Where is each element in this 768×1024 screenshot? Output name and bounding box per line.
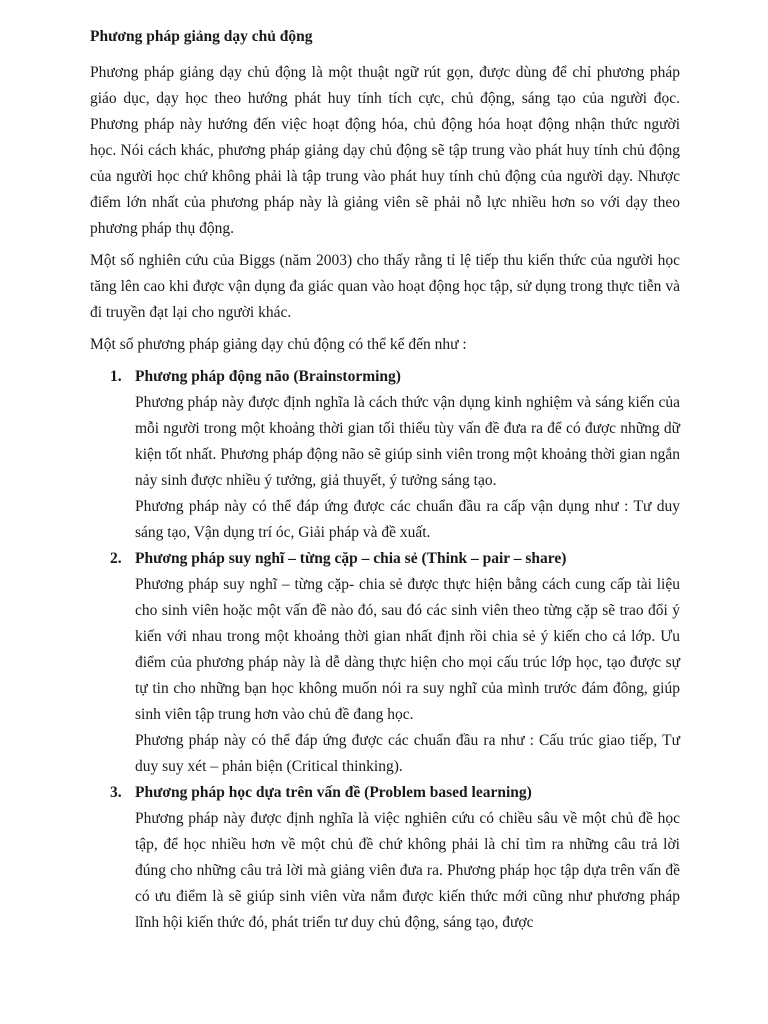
document-title: Phương pháp giảng dạy chủ động (90, 28, 313, 45)
list-item (90, 364, 680, 546)
list-intro-paragraph: Một số phương pháp giảng dạy chủ động có thể kể đến như : (90, 336, 467, 353)
method-outcomes: Phương pháp này có thể đáp ứng được các chuẩn đầu ra như : Cấu trúc giao tiếp, Tư duy suy xét – phản biện (Critical thinking). (135, 732, 680, 775)
methods-list (90, 364, 680, 936)
method-description: Phương pháp này được định nghĩa là việc nghiên cứu có chiều sâu về một chủ đề học tập, để học nhiều hơn về một chủ đề chứ không phải là chỉ tìm ra những câu trả lời đúng cho những câu trả lời mà giảng viên đưa ra. Phương pháp học tập dựa trên vấn đề có ưu điểm là sẽ giúp sinh viên vừa nắm được kiến thức mới cũng như phương pháp lĩnh hội kiến thức đó, phát triển tư duy chủ động, sáng tạo, được (135, 810, 680, 931)
method-title-brainstorming: Phương pháp động não (Brainstorming) (135, 368, 401, 385)
list-item-number: 3. (110, 784, 122, 801)
method-title-problem-based-learning: Phương pháp học dựa trên vấn đề (Problem based learning) (135, 784, 532, 801)
list-item-number: 1. (110, 368, 122, 385)
intro-paragraph: Phương pháp giảng dạy chủ động là một thuật ngữ rút gọn, được dùng để chỉ phương pháp giáo dục, dạy học theo hướng phát huy tính tích cực, chủ động, sáng tạo của người đọc. Phương pháp này hướng đến việc hoạt động hóa, chủ động hóa hoạt động nhận thức người học. Nói cách khác, phương pháp giảng dạy chủ động sẽ tập trung vào phát huy tính chủ động của người học chứ không phải là tập trung vào phát huy tính chủ động của người dạy. Nhược điểm lớn nhất của phương pháp này là giảng viên sẽ phải nỗ lực nhiều hơn so với dạy theo phương pháp thụ động. (90, 64, 680, 237)
biggs-paragraph: Một số nghiên cứu của Biggs (năm 2003) cho thấy rằng tỉ lệ tiếp thu kiến thức của người học tăng lên cao khi được vận dụng đa giác quan vào hoạt động học tập, sử dụng trong thực tiễn và đi truyền đạt lại cho người khác. (90, 252, 680, 321)
list-item-number: 2. (110, 550, 122, 567)
method-description: Phương pháp suy nghĩ – từng cặp- chia sẻ được thực hiện bằng cách cung cấp tài liệu cho sinh viên hoặc một vấn đề nào đó, sau đó các sinh viên theo từng cặp sẽ trao đổi ý kiến với nhau trong một khoảng thời gian nhất định rồi chia sẻ ý kiến cho cả lớp. Ưu điểm của phương pháp này là dễ dàng thực hiện cho mọi cấu trúc lớp học, tạo được sự tự tin cho những bạn học không muốn nói ra suy nghĩ của mình trước đám đông, giúp sinh viên tập trung hơn vào chủ đề đang học. (135, 576, 680, 723)
list-item (90, 780, 680, 936)
method-description: Phương pháp này được định nghĩa là cách thức vận dụng kinh nghiệm và sáng kiến của mỗi người trong một khoảng thời gian tối thiểu tùy vấn đề đưa ra để có được những dữ kiện tốt nhất. Phương pháp động não sẽ giúp sinh viên trong một khoảng thời gian ngắn nảy sinh được nhiều ý tưởng, giả thuyết, ý tưởng sáng tạo. (135, 394, 680, 489)
method-title-think-pair-share: Phương pháp suy nghĩ – từng cặp – chia sẻ (Think – pair – share) (135, 550, 567, 567)
method-outcomes: Phương pháp này có thể đáp ứng được các chuẩn đầu ra cấp vận dụng như : Tư duy sáng tạo, Vận dụng trí óc, Giải pháp và đề xuất. (135, 498, 680, 541)
list-item (90, 546, 680, 780)
